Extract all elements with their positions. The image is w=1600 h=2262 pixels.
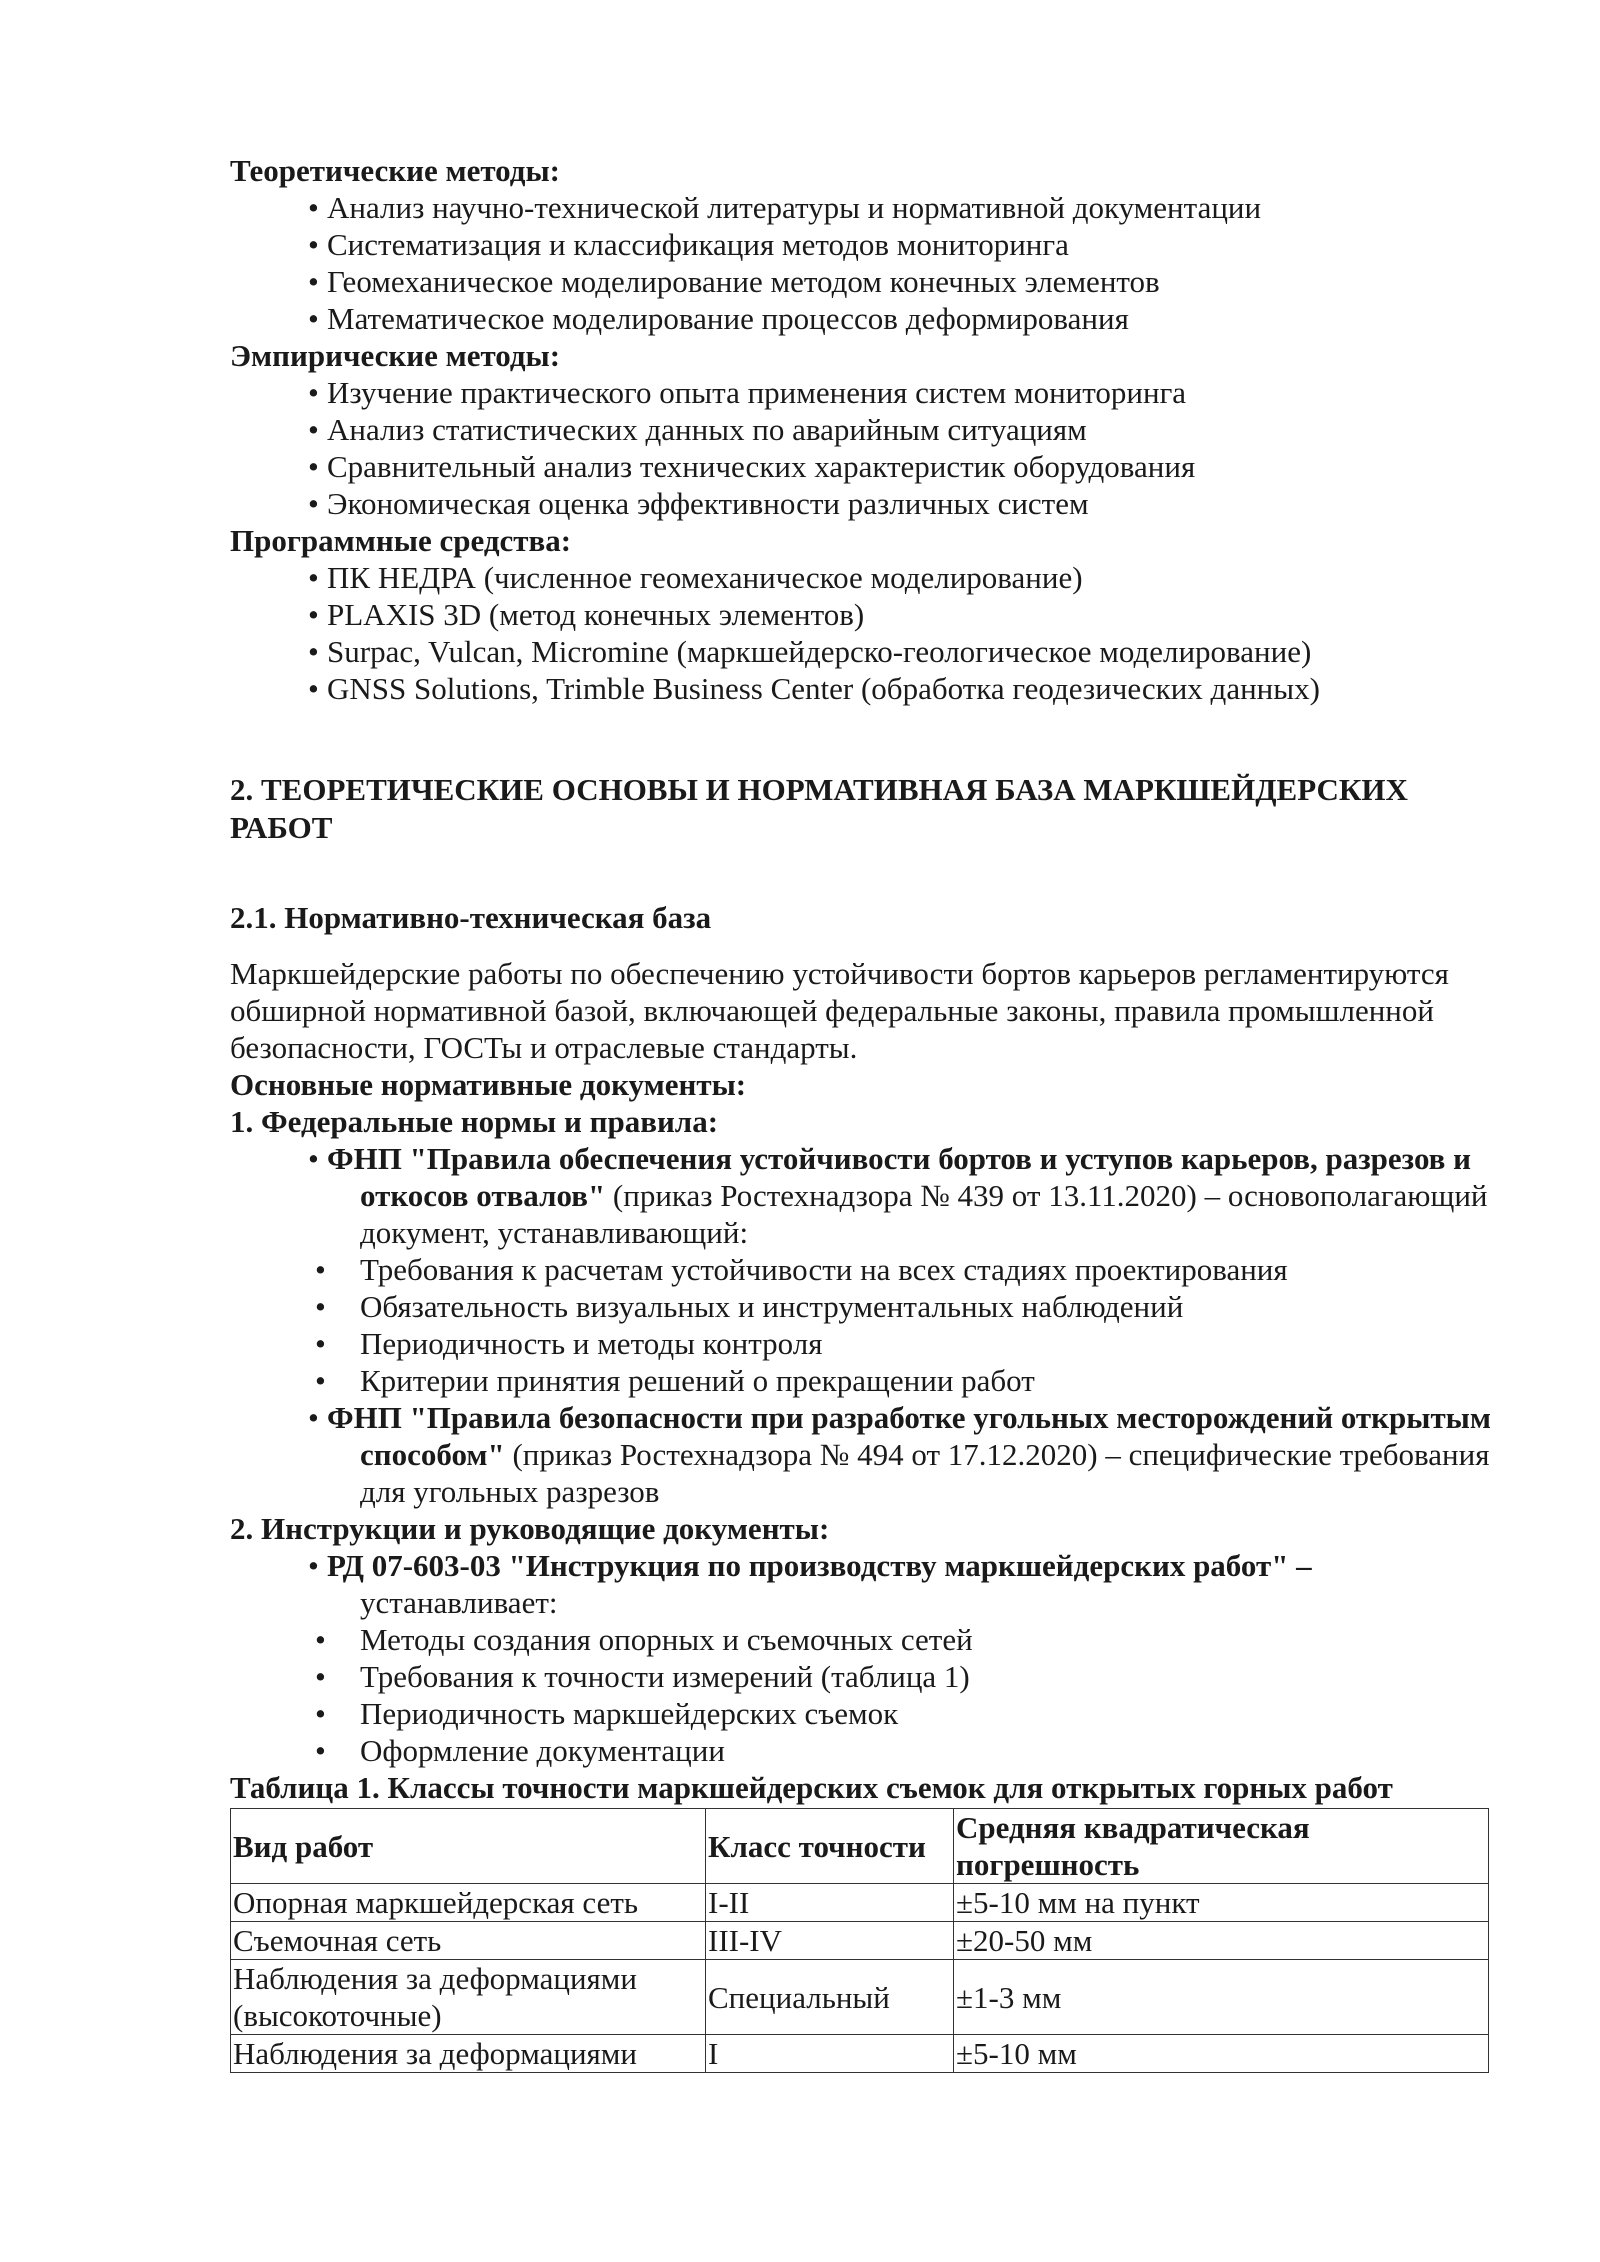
table-cell: ±1-3 мм xyxy=(954,1960,1489,2035)
federal-docs-list-2 xyxy=(230,1399,1530,1510)
list-item: • Периодичность маркшейдерских съемок xyxy=(230,1695,1530,1732)
list-item: • GNSS Solutions, Trimble Business Center (обработка геодезических данных) xyxy=(230,670,1530,707)
doc-order-text: (приказ Ростехнадзора № 439 от 13.11.2020) – основополагающий xyxy=(605,1178,1488,1213)
section-2-heading: 2. ТЕОРЕТИЧЕСКИЕ ОСНОВЫ И НОРМАТИВНАЯ БАЗА МАРКШЕЙДЕРСКИХ РАБОТ xyxy=(230,772,1408,845)
theoretical-methods-label: Теоретические методы: xyxy=(230,153,560,188)
list-item: • Требования к расчетам устойчивости на всех стадиях проектирования xyxy=(230,1251,1530,1288)
section-2-1-paragraph: Маркшейдерские работы по обеспечению устойчивости бортов карьеров регламентируются обширной нормативной базой, включающей федеральные законы, правила промышленной безопасности, ГОСТы и отраслевые стандарты. xyxy=(230,956,1449,1065)
table-cell: I-II xyxy=(706,1884,954,1922)
doc-title-line: откосов отвалов" xyxy=(360,1178,606,1213)
section-2-1-heading: 2.1. Нормативно-техническая база xyxy=(230,900,712,935)
doc-description: документ, устанавливающий: xyxy=(360,1215,749,1250)
theoretical-methods-list xyxy=(230,189,1530,337)
list-item: • Критерии принятия решений о прекращении работ xyxy=(230,1362,1530,1399)
instructions-label: 2. Инструкции и руководящие документы: xyxy=(230,1511,830,1546)
list-item xyxy=(230,1399,1530,1510)
list-item: • Сравнительный анализ технических характеристик оборудования xyxy=(230,448,1530,485)
list-item: • Оформление документации xyxy=(230,1732,1530,1769)
accuracy-classes-table xyxy=(230,1808,1489,2073)
list-item: • Обязательность визуальных и инструментальных наблюдений xyxy=(230,1288,1530,1325)
list-item xyxy=(230,1547,1530,1621)
table-cell: Наблюдения за деформациями (высокоточные) xyxy=(231,1960,706,2035)
table-cell: ±5-10 мм xyxy=(954,2035,1489,2073)
federal-docs-list xyxy=(230,1140,1530,1251)
doc-title-line: способом" xyxy=(360,1437,505,1472)
table-row xyxy=(231,1960,1489,2035)
table-header-row xyxy=(231,1809,1489,1884)
list-item: • Анализ научно-технической литературы и нормативной документации xyxy=(230,189,1530,226)
instructions-sublist xyxy=(230,1621,1530,1769)
table-header-cell: Класс точности xyxy=(706,1809,954,1884)
instructions-list xyxy=(230,1547,1530,1621)
table-cell: III-IV xyxy=(706,1922,954,1960)
list-item: • Изучение практического опыта применения систем мониторинга xyxy=(230,374,1530,411)
federal-doc1-sublist xyxy=(230,1251,1530,1399)
list-item: • Анализ статистических данных по аварийным ситуациям xyxy=(230,411,1530,448)
list-item: • Систематизация и классификация методов мониторинга xyxy=(230,226,1530,263)
table-cell: Специальный xyxy=(706,1960,954,2035)
list-item: • Математическое моделирование процессов деформирования xyxy=(230,300,1530,337)
doc-description: устанавливает: xyxy=(360,1585,558,1620)
doc-title-line: • РД 07-603-03 "Инструкция по производству маркшейдерских работ" – xyxy=(327,1548,1312,1583)
table-cell: Съемочная сеть xyxy=(231,1922,706,1960)
list-item: • Экономическая оценка эффективности различных систем xyxy=(230,485,1530,522)
table-header-cell: Вид работ xyxy=(231,1809,706,1884)
empirical-methods-list xyxy=(230,374,1530,522)
table-caption: Таблица 1. Классы точности маркшейдерских съемок для открытых горных работ xyxy=(230,1770,1393,1805)
table-header-cell: Средняя квадратическая погрешность xyxy=(954,1809,1489,1884)
table-cell: Опорная маркшейдерская сеть xyxy=(231,1884,706,1922)
list-item xyxy=(230,1140,1530,1251)
table-row xyxy=(231,2035,1489,2073)
doc-description: для угольных разрезов xyxy=(360,1474,660,1509)
doc-order-text: (приказ Ростехнадзора № 494 от 17.12.2020) – специфические требования xyxy=(504,1437,1490,1472)
main-docs-label: Основные нормативные документы: xyxy=(230,1067,747,1102)
list-item: • Геомеханическое моделирование методом конечных элементов xyxy=(230,263,1530,300)
table-row xyxy=(231,1884,1489,1922)
table-cell: Наблюдения за деформациями xyxy=(231,2035,706,2073)
table-cell: I xyxy=(706,2035,954,2073)
list-item: • Периодичность и методы контроля xyxy=(230,1325,1530,1362)
software-label: Программные средства: xyxy=(230,523,572,558)
list-item: • Методы создания опорных и съемочных сетей xyxy=(230,1621,1530,1658)
list-item: • ПК НЕДРА (численное геомеханическое моделирование) xyxy=(230,559,1530,596)
doc-title-line: • ФНП "Правила обеспечения устойчивости бортов и уступов карьеров, разрезов и xyxy=(327,1141,1472,1176)
list-item: • Surpac, Vulcan, Micromine (маркшейдерско-геологическое моделирование) xyxy=(230,633,1530,670)
federal-norms-label: 1. Федеральные нормы и правила: xyxy=(230,1104,719,1139)
list-item: • Требования к точности измерений (таблица 1) xyxy=(230,1658,1530,1695)
table-row xyxy=(231,1922,1489,1960)
list-item: • PLAXIS 3D (метод конечных элементов) xyxy=(230,596,1530,633)
table-cell: ±20-50 мм xyxy=(954,1922,1489,1960)
software-list xyxy=(230,559,1530,707)
table-cell: ±5-10 мм на пункт xyxy=(954,1884,1489,1922)
empirical-methods-label: Эмпирические методы: xyxy=(230,338,561,373)
doc-title-line: • ФНП "Правила безопасности при разработке угольных месторождений открытым xyxy=(327,1400,1491,1435)
